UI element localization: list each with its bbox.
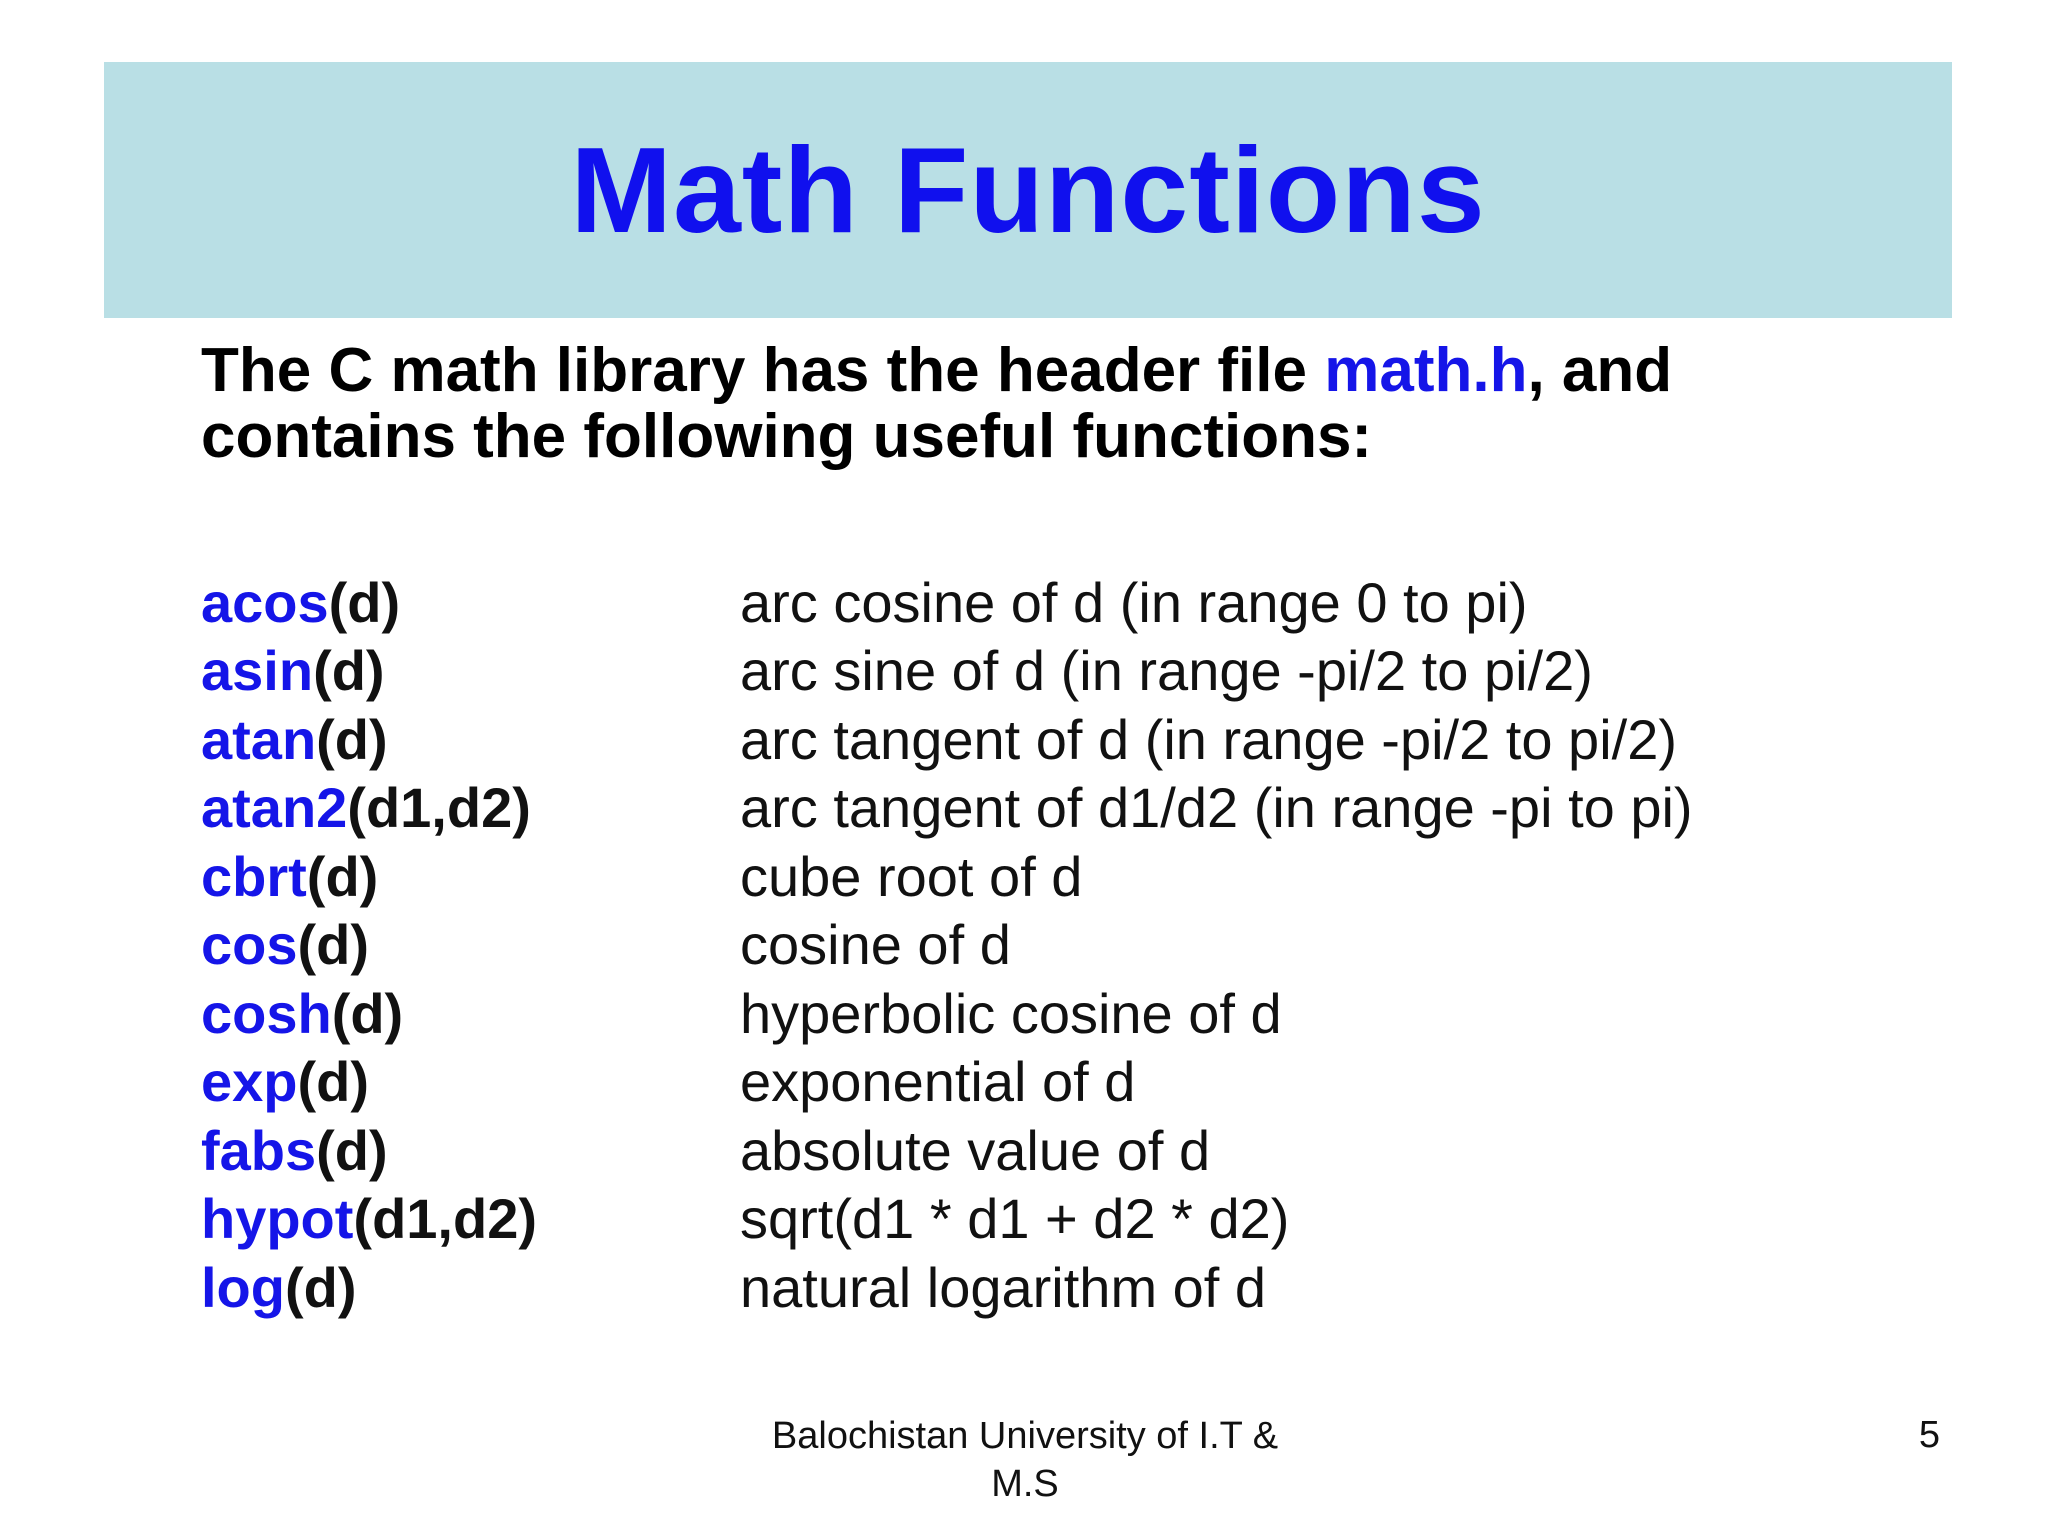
function-description: cube root of d [740, 844, 1083, 908]
function-row [201, 1048, 1801, 1117]
function-signature [201, 570, 740, 635]
function-description: sqrt(d1 * d1 + d2 * d2) [740, 1187, 1290, 1251]
footer-text: Balochistan University of I.T & M.S [771, 1415, 1279, 1505]
intro-text-part2: , and contains the following useful functions: [201, 336, 1673, 471]
function-args: (d) [313, 639, 385, 703]
function-args: (d) [331, 981, 404, 1045]
function-row [201, 705, 1801, 774]
function-name: acos [201, 570, 329, 634]
function-description: absolute value of d [740, 1118, 1211, 1182]
function-row [201, 1253, 1801, 1322]
function-row [201, 911, 1801, 980]
function-args: (d1,d2) [347, 776, 531, 840]
function-row [201, 637, 1801, 706]
function-args: (d) [284, 1255, 357, 1319]
function-name: cos [201, 913, 298, 977]
function-description: arc tangent of d (in range -pi/2 to pi/2) [740, 707, 1677, 771]
function-row [201, 1116, 1801, 1185]
page-number: 5 [1918, 1414, 1940, 1456]
function-description: arc sine of d (in range -pi/2 to pi/2) [740, 639, 1593, 703]
function-row [201, 842, 1801, 911]
intro-paragraph [201, 338, 1901, 470]
function-signature [201, 775, 740, 840]
function-name: cosh [201, 981, 332, 1045]
function-description: natural logarithm of d [740, 1255, 1267, 1319]
function-args: (d) [297, 1050, 370, 1114]
function-signature [201, 1118, 740, 1183]
function-signature [201, 638, 740, 703]
function-name: hypot [201, 1187, 354, 1251]
function-description: exponential of d [740, 1050, 1136, 1114]
function-name: fabs [201, 1118, 317, 1182]
function-description: cosine of d [740, 913, 1011, 977]
function-name: cbrt [201, 844, 307, 908]
function-description: hyperbolic cosine of d [740, 981, 1282, 1045]
title-banner [104, 62, 1952, 318]
function-args: (d) [306, 844, 379, 908]
function-row [201, 568, 1801, 637]
slide-title: Math Functions [570, 122, 1486, 258]
function-signature [201, 912, 740, 977]
function-args: (d) [316, 707, 388, 771]
function-name: log [201, 1255, 285, 1319]
function-row [201, 774, 1801, 843]
function-name: atan2 [201, 776, 348, 840]
function-args: (d) [297, 913, 370, 977]
function-row [201, 979, 1801, 1048]
function-name: exp [201, 1050, 298, 1114]
function-signature [201, 707, 740, 772]
function-signature [201, 844, 740, 909]
function-signature [201, 1255, 740, 1320]
function-name: asin [201, 639, 314, 703]
function-list [201, 568, 1801, 1322]
intro-text-part1: The C math library has the header file [201, 336, 1325, 405]
function-signature [201, 981, 740, 1046]
function-description: arc tangent of d1/d2 (in range -pi to pi) [740, 776, 1693, 840]
function-args: (d) [328, 570, 401, 634]
function-description: arc cosine of d (in range 0 to pi) [740, 570, 1528, 634]
function-name: atan [201, 707, 317, 771]
function-signature [201, 1049, 740, 1114]
function-args: (d) [316, 1118, 388, 1182]
header-file-name: math.h [1324, 336, 1528, 405]
function-signature [201, 1186, 740, 1251]
function-args: (d1,d2) [353, 1187, 537, 1251]
function-row [201, 1185, 1801, 1254]
